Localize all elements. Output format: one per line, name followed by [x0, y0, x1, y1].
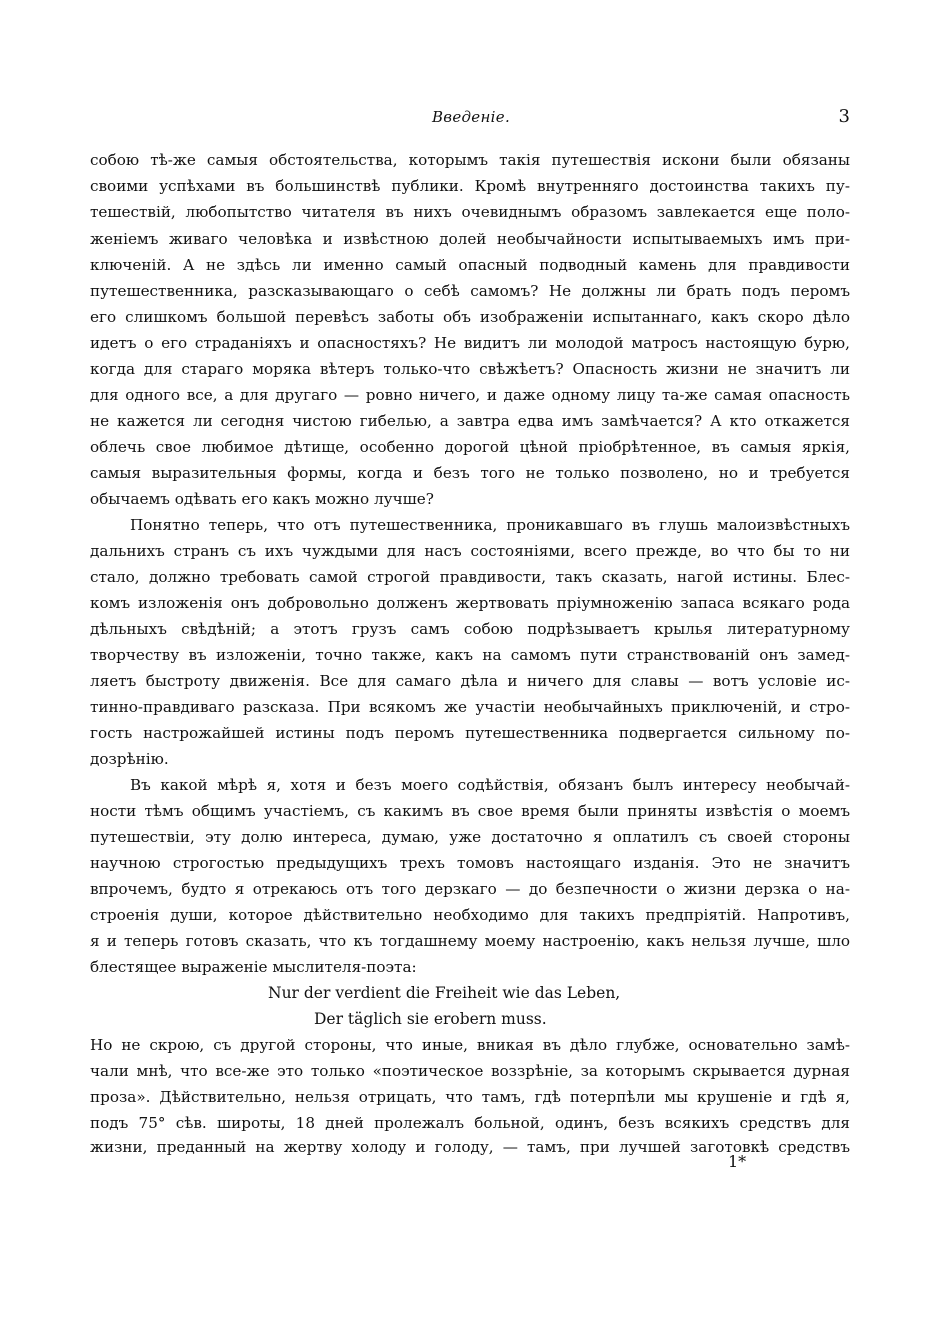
text-line: ляетъ быстроту движенія. Все для самаго дѣла и ничего для славы — вотъ условіе ис-: [90, 672, 850, 690]
text-line: строенія души, которое дѣйствительно необходимо для такихъ предпріятій. Напротивъ,: [90, 906, 850, 924]
text-line: ности тѣмъ общимъ участіемъ, съ какимъ въ свое время были приняты извѣстія о моемъ: [90, 802, 850, 820]
text-line: Но не скрою, съ другой стороны, что иные, вникая въ дѣло глубже, основательно замѣ-: [90, 1036, 850, 1054]
text-line: самыя выразительныя формы, когда и безъ того не только позволено, но и требуется: [90, 464, 850, 482]
text-line: своими успѣхами въ большинствѣ публики. Кромѣ внутренняго достоинства такихъ пу-: [90, 177, 850, 195]
text-line: облечь свое любимое дѣтище, особенно дорогой цѣной пріобрѣтенное, въ самыя яркія,: [90, 438, 850, 456]
text-line: идетъ о его страданіяхъ и опасностяхъ? Не видитъ ли молодой матросъ настоящую бурю,: [90, 334, 850, 352]
text-line: жизни, преданный на жертву холоду и голоду, — тамъ, при лучшей заготовкѣ средствъ: [90, 1138, 850, 1156]
text-line: Въ какой мѣрѣ я, хотя и безъ моего содѣйствія, обязанъ былъ интересу необычай-: [130, 776, 850, 794]
running-title: Введеніе.: [431, 108, 511, 126]
text-line: дозрѣнію.: [90, 750, 169, 768]
text-line: ключеній. А не здѣсь ли именно самый опасный подводный камень для правдивости: [90, 256, 850, 274]
text-line: стало, должно требовать самой строгой правдивости, такъ сказать, нагой истины. Блес-: [90, 568, 850, 586]
text-line: научною строгостью предыдущихъ трехъ томовъ настоящаго изданія. Это не значитъ: [90, 854, 850, 872]
text-line: обычаемъ одѣвать его какъ можно лучше?: [90, 490, 434, 508]
text-line: гость настрожайшей истины подъ перомъ путешественника подвергается сильному по-: [90, 724, 850, 742]
text-line: комъ изложенія онъ добровольно долженъ жертвовать пріумноженію запаса всякаго рода: [90, 594, 850, 612]
signature-mark: 1*: [728, 1152, 747, 1171]
text-line: женіемъ живаго человѣка и извѣстною долей необычайности испытываемыхъ имъ при-: [90, 230, 850, 248]
text-line: тинно-правдиваго разсказа. При всякомъ же участіи необычайныхъ приключеній, и стро-: [90, 698, 850, 716]
page-number: 3: [838, 106, 850, 127]
text-line: творчеству въ изложеніи, точно также, какъ на самомъ пути странствованій онъ замед-: [90, 646, 850, 664]
running-head: [90, 108, 852, 130]
text-line: для одного все, а для другаго — ровно ничего, и даже одному лицу та-же самая опасность: [90, 386, 850, 404]
text-line: проза». Дѣйствительно, нельзя отрицать, что тамъ, гдѣ потерпѣли мы крушеніе и гдѣ я,: [90, 1088, 850, 1106]
text-line: не кажется ли сегодня чистою гибелью, а завтра едва имъ замѣчается? А кто откажется: [90, 412, 850, 430]
text-line: путешествіи, эту долю интереса, думаю, уже достаточно я оплатилъ съ своей стороны: [90, 828, 850, 846]
text-line: я и теперь готовъ сказать, что къ тогдашнему моему настроенію, какъ нельзя лучше, шло: [90, 932, 850, 950]
text-line: чали мнѣ, что все-же это только «поэтическое воззрѣніе, за которымъ скрывается дурная: [90, 1062, 850, 1080]
text-line: дѣльныхъ свѣдѣній; а этотъ грузъ самъ собою подрѣзываетъ крылья литературному: [90, 620, 850, 638]
text-line: впрочемъ, будто я отрекаюсь отъ того дерзкаго — до безпечности о жизни дерзка о на-: [90, 880, 850, 898]
text-line: дальнихъ странъ съ ихъ чуждыми для насъ состояніями, всего прежде, во что бы то ни: [90, 542, 850, 560]
verse-line: Der täglich sie erobern muss.: [314, 1010, 547, 1028]
text-line: когда для стараго моряка вѣтеръ только-что свѣжѣетъ? Опасность жизни не значитъ ли: [90, 360, 850, 378]
text-line: блестящее выраженіе мыслителя-поэта:: [90, 958, 417, 976]
verse-line: Nur der verdient die Freiheit wie das Leben,: [268, 984, 621, 1002]
text-line: Понятно теперь, что отъ путешественника, проникавшаго въ глушь малоизвѣстныхъ: [130, 516, 850, 534]
text-line: путешественника, разсказывающаго о себѣ самомъ? Не должны ли брать подъ перомъ: [90, 282, 850, 300]
text-line: собою тѣ-же самыя обстоятельства, которымъ такія путешествія искони были обязаны: [90, 151, 850, 169]
text-line: подъ 75° сѣв. широты, 18 дней пролежалъ больной, одинъ, безъ всякихъ средствъ для: [90, 1114, 850, 1132]
text-line: его слишкомъ большой перевѣсъ заботы объ изображеніи испытаннаго, какъ скоро дѣло: [90, 308, 850, 326]
text-line: тешествій, любопытство читателя въ нихъ очевиднымъ образомъ завлекается еще поло-: [90, 203, 850, 221]
